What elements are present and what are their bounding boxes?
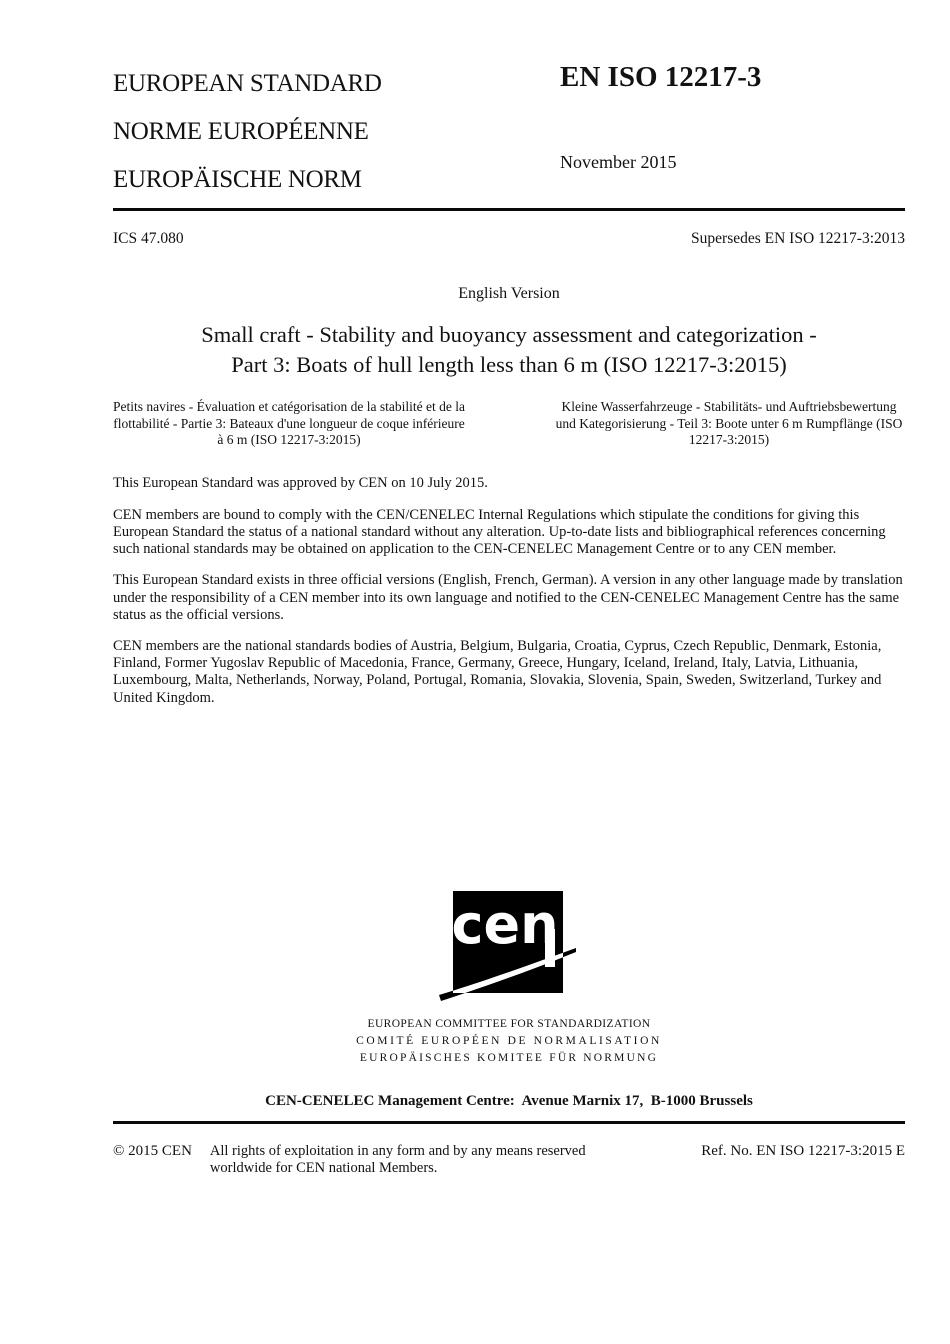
header-divider-rule <box>113 208 905 211</box>
org-title-german: EUROPÄISCHE NORM <box>113 166 362 193</box>
paragraph-members: CEN members are the national standards bodies of Austria, Belgium, Bulgaria, Croatia, Cyprus, Czech Republic, Denmark, Estonia, Finland, Former Yugoslav Republic of Macedonia, France, Germany, Greece, Hungary, Iceland, Ireland, Italy, Latvia, Lithuania, Luxembourg, Malta, Netherlands, Norway, Poland, Portugal, Romania, Slovakia, Slovenia, Spain, Sweden, Switzerland, Turkey and United Kingdom. <box>113 637 882 706</box>
paragraph-regulations: CEN members are bound to comply with the CEN/CENELEC Internal Regulations which stipulate the conditions for giving this European Standard the status of a national standard without any alteration. Up-to-date lists and bibliographical references concerning such national standards may be obtained on application to the CEN-CENELEC Management Centre or to any CEN member. <box>113 506 886 558</box>
document-title-french: Petits navires - Évaluation et catégorisation de la stabilité et de la flottabilité - Partie 3: Bateaux d'une longueur de coque inférieure à 6 m (ISO 12217-3:2015) <box>113 399 466 447</box>
cen-logo-captions <box>113 1016 905 1067</box>
caption-english: EUROPEAN COMMITTEE FOR STANDARDIZATION <box>367 1017 651 1030</box>
document-title-english: Small craft - Stability and buoyancy assessment and categorization - Part 3: Boats of hull length less than 6 m (ISO 12217-3:2015) <box>201 322 817 377</box>
cen-logo-icon <box>439 891 579 1007</box>
ics-code: ICS 47.080 <box>113 230 184 247</box>
organization-titles <box>113 60 905 204</box>
publication-date: November 2015 <box>560 152 677 172</box>
reference-number: Ref. No. EN ISO 12217-3:2015 E <box>701 1142 905 1159</box>
management-centre-address: CEN-CENELEC Management Centre: Avenue Marnix 17, B-1000 Brussels <box>265 1092 753 1109</box>
paragraph-versions: This European Standard exists in three official versions (English, French, German). A version in any other language made by translation under the responsibility of a CEN member into its own language and notified to the CEN-CENELEC Management Centre has the same status as the official versions. <box>113 572 903 623</box>
translated-titles <box>113 399 905 449</box>
cen-logo-text: cen <box>451 892 559 956</box>
meta-row <box>113 230 905 248</box>
version-label: English Version <box>458 285 560 302</box>
caption-german: EUROPÄISCHES KOMITEE FÜR NORMUNG <box>359 1051 659 1064</box>
supersedes-note: Supersedes EN ISO 12217-3:2013 <box>691 230 905 247</box>
standard-identity-block <box>560 60 761 173</box>
document-title-german: Kleine Wasserfahrzeuge - Stabilitäts- und Auftriebsbewertung und Kategorisierung - Teil 3: Boote unter 6 m Rumpflänge (ISO 12217-3:2015) <box>555 399 903 447</box>
org-title-french: NORME EUROPÉENNE <box>113 118 369 145</box>
paragraph-approval: This European Standard was approved by CEN on 10 July 2015. <box>113 474 488 491</box>
org-title-english: EUROPEAN STANDARD <box>113 70 382 97</box>
page-footer <box>113 1143 905 1177</box>
caption-french: COMITÉ EUROPÉEN DE NORMALISATION <box>356 1034 662 1047</box>
page-header <box>113 60 905 208</box>
copyright-notice: © 2015 CEN <box>113 1142 192 1159</box>
cen-logo-container <box>113 891 905 1067</box>
rights-statement: All rights of exploitation in any form and by any means reserved worldwide for CEN national Members. <box>209 1142 586 1176</box>
standard-number: EN ISO 12217-3 <box>560 61 762 93</box>
footer-divider-rule <box>113 1121 905 1124</box>
